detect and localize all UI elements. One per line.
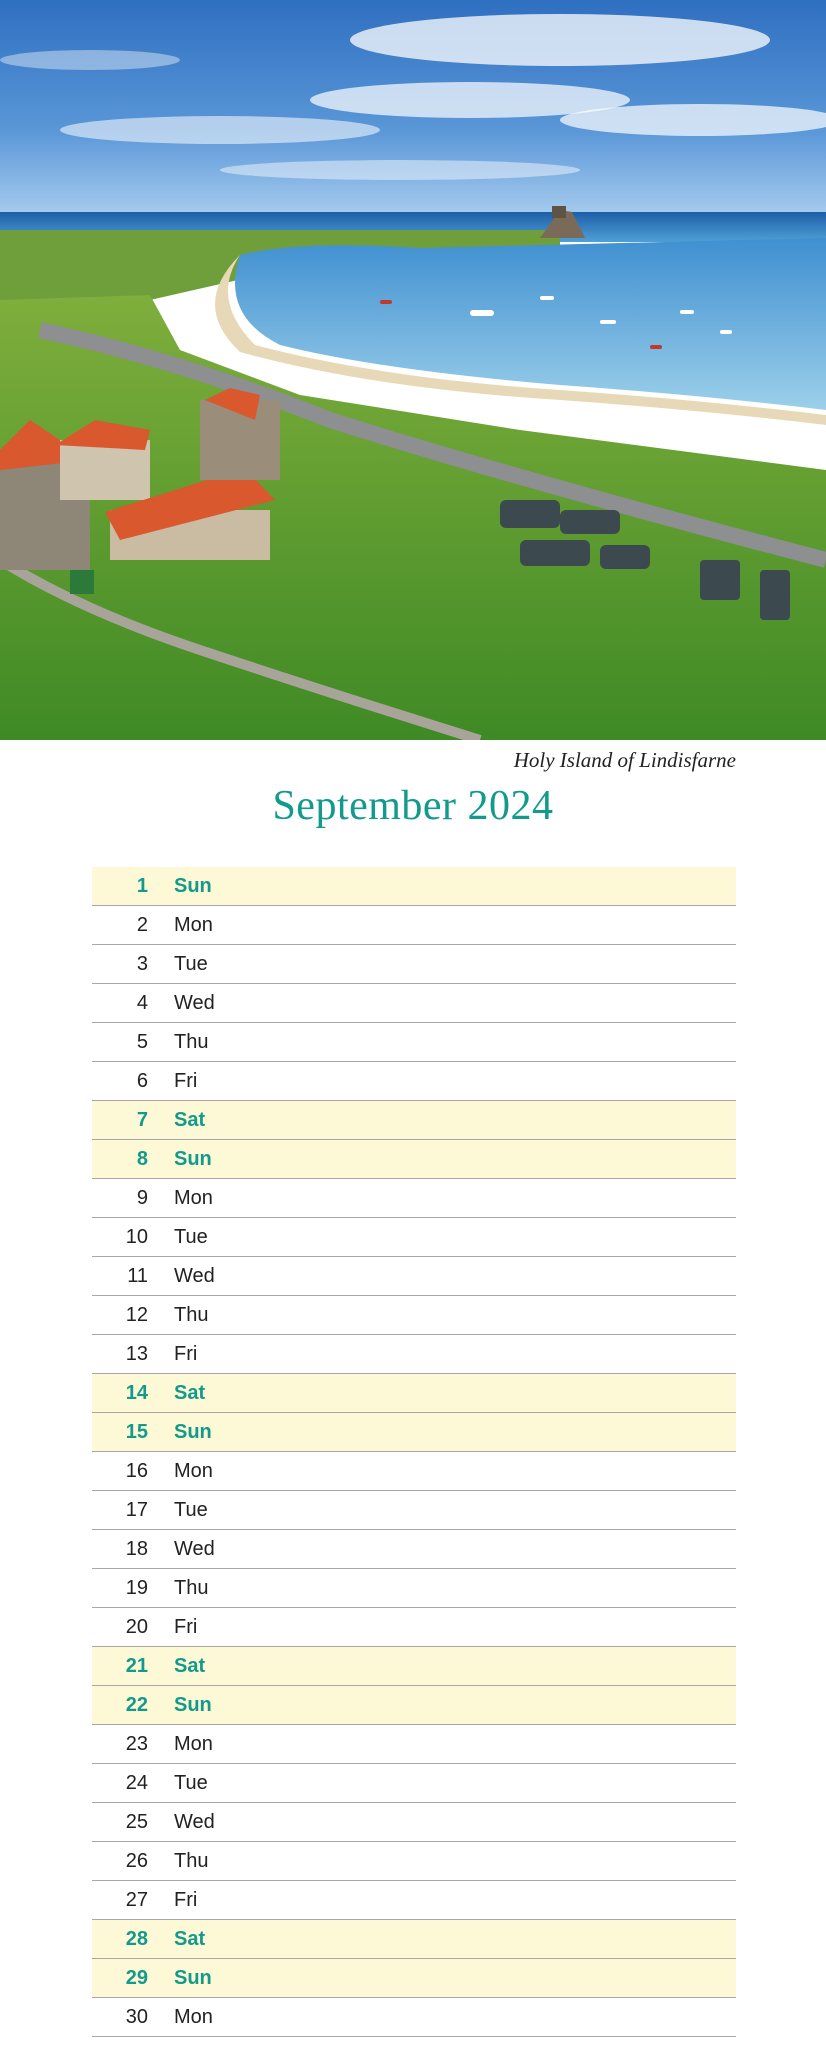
day-name: Thu <box>174 1576 209 1599</box>
day-name: Sat <box>174 1381 206 1404</box>
day-name: Tue <box>174 952 208 975</box>
day-name: Fri <box>174 1888 198 1911</box>
day-number: 5 <box>136 1030 148 1053</box>
day-number: 12 <box>125 1303 148 1326</box>
day-row <box>92 1140 736 1179</box>
day-row <box>92 945 736 984</box>
day-name: Wed <box>174 1810 215 1833</box>
day-number: 23 <box>125 1732 148 1755</box>
day-name: Fri <box>174 1342 198 1365</box>
day-name: Wed <box>174 991 215 1014</box>
day-number: 8 <box>136 1147 148 1170</box>
month-title: September 2024 <box>272 783 554 829</box>
day-number: 18 <box>125 1537 148 1560</box>
day-name: Sat <box>174 1108 206 1131</box>
day-row <box>92 1842 736 1881</box>
day-row <box>92 1179 736 1218</box>
day-row <box>92 984 736 1023</box>
day-name: Tue <box>174 1771 208 1794</box>
day-number: 3 <box>136 952 148 975</box>
day-row <box>92 1491 736 1530</box>
day-row <box>92 1530 736 1569</box>
day-name: Sun <box>174 1966 212 1989</box>
day-name: Sun <box>174 1420 212 1443</box>
day-row <box>92 1803 736 1842</box>
day-row <box>92 1920 736 1959</box>
day-name: Sun <box>174 1147 212 1170</box>
day-row <box>92 1296 736 1335</box>
day-row <box>92 1608 736 1647</box>
day-name: Mon <box>174 2005 213 2028</box>
day-row <box>92 1257 736 1296</box>
day-number: 4 <box>136 991 148 1014</box>
day-row <box>92 1725 736 1764</box>
day-row <box>92 1335 736 1374</box>
day-name: Mon <box>174 1186 213 1209</box>
day-number: 26 <box>125 1849 148 1872</box>
day-number: 6 <box>136 1069 148 1092</box>
day-name: Mon <box>174 1732 213 1755</box>
day-name: Mon <box>174 1459 213 1482</box>
day-name: Thu <box>174 1030 209 1053</box>
day-name: Fri <box>174 1615 198 1638</box>
day-name: Sun <box>174 874 212 897</box>
day-number: 2 <box>136 913 148 936</box>
day-number: 28 <box>125 1927 148 1950</box>
day-number: 13 <box>125 1342 148 1365</box>
day-number: 20 <box>125 1615 148 1638</box>
day-name: Mon <box>174 913 213 936</box>
day-list <box>92 867 736 2037</box>
day-name: Sat <box>174 1654 206 1677</box>
day-row <box>92 1218 736 1257</box>
day-number: 11 <box>127 1264 148 1287</box>
day-name: Wed <box>174 1537 215 1560</box>
day-row <box>92 1452 736 1491</box>
day-row <box>92 1881 736 1920</box>
day-row <box>92 1998 736 2037</box>
day-name: Tue <box>174 1498 208 1521</box>
day-number: 21 <box>125 1654 148 1677</box>
day-row <box>92 1569 736 1608</box>
landscape-photo <box>0 0 826 740</box>
day-name: Thu <box>174 1303 209 1326</box>
day-number: 15 <box>125 1420 148 1443</box>
day-number: 17 <box>125 1498 148 1521</box>
day-row <box>92 1764 736 1803</box>
day-name: Fri <box>174 1069 198 1092</box>
day-number: 7 <box>136 1108 148 1131</box>
day-number: 10 <box>125 1225 148 1248</box>
day-number: 27 <box>125 1888 148 1911</box>
day-name: Thu <box>174 1849 209 1872</box>
day-name: Sun <box>174 1693 212 1716</box>
day-number: 29 <box>125 1966 148 1989</box>
day-row <box>92 1374 736 1413</box>
day-number: 30 <box>125 2005 148 2028</box>
day-number: 16 <box>125 1459 148 1482</box>
day-row <box>92 1647 736 1686</box>
day-number: 19 <box>125 1576 148 1599</box>
day-number: 25 <box>125 1810 148 1833</box>
day-row <box>92 1413 736 1452</box>
day-row <box>92 906 736 945</box>
day-row <box>92 1959 736 1998</box>
photo-caption: Holy Island of Lindisfarne <box>513 748 736 772</box>
day-row <box>92 1101 736 1140</box>
day-number: 24 <box>125 1771 148 1794</box>
day-row <box>92 1062 736 1101</box>
sky <box>0 0 826 218</box>
day-number: 9 <box>136 1186 148 1209</box>
day-row <box>92 1023 736 1062</box>
day-number: 14 <box>125 1381 148 1404</box>
day-number: 22 <box>125 1693 148 1716</box>
day-row <box>92 867 736 906</box>
day-number: 1 <box>136 874 148 897</box>
day-name: Wed <box>174 1264 215 1287</box>
day-name: Sat <box>174 1927 206 1950</box>
day-name: Tue <box>174 1225 208 1248</box>
day-row <box>92 1686 736 1725</box>
